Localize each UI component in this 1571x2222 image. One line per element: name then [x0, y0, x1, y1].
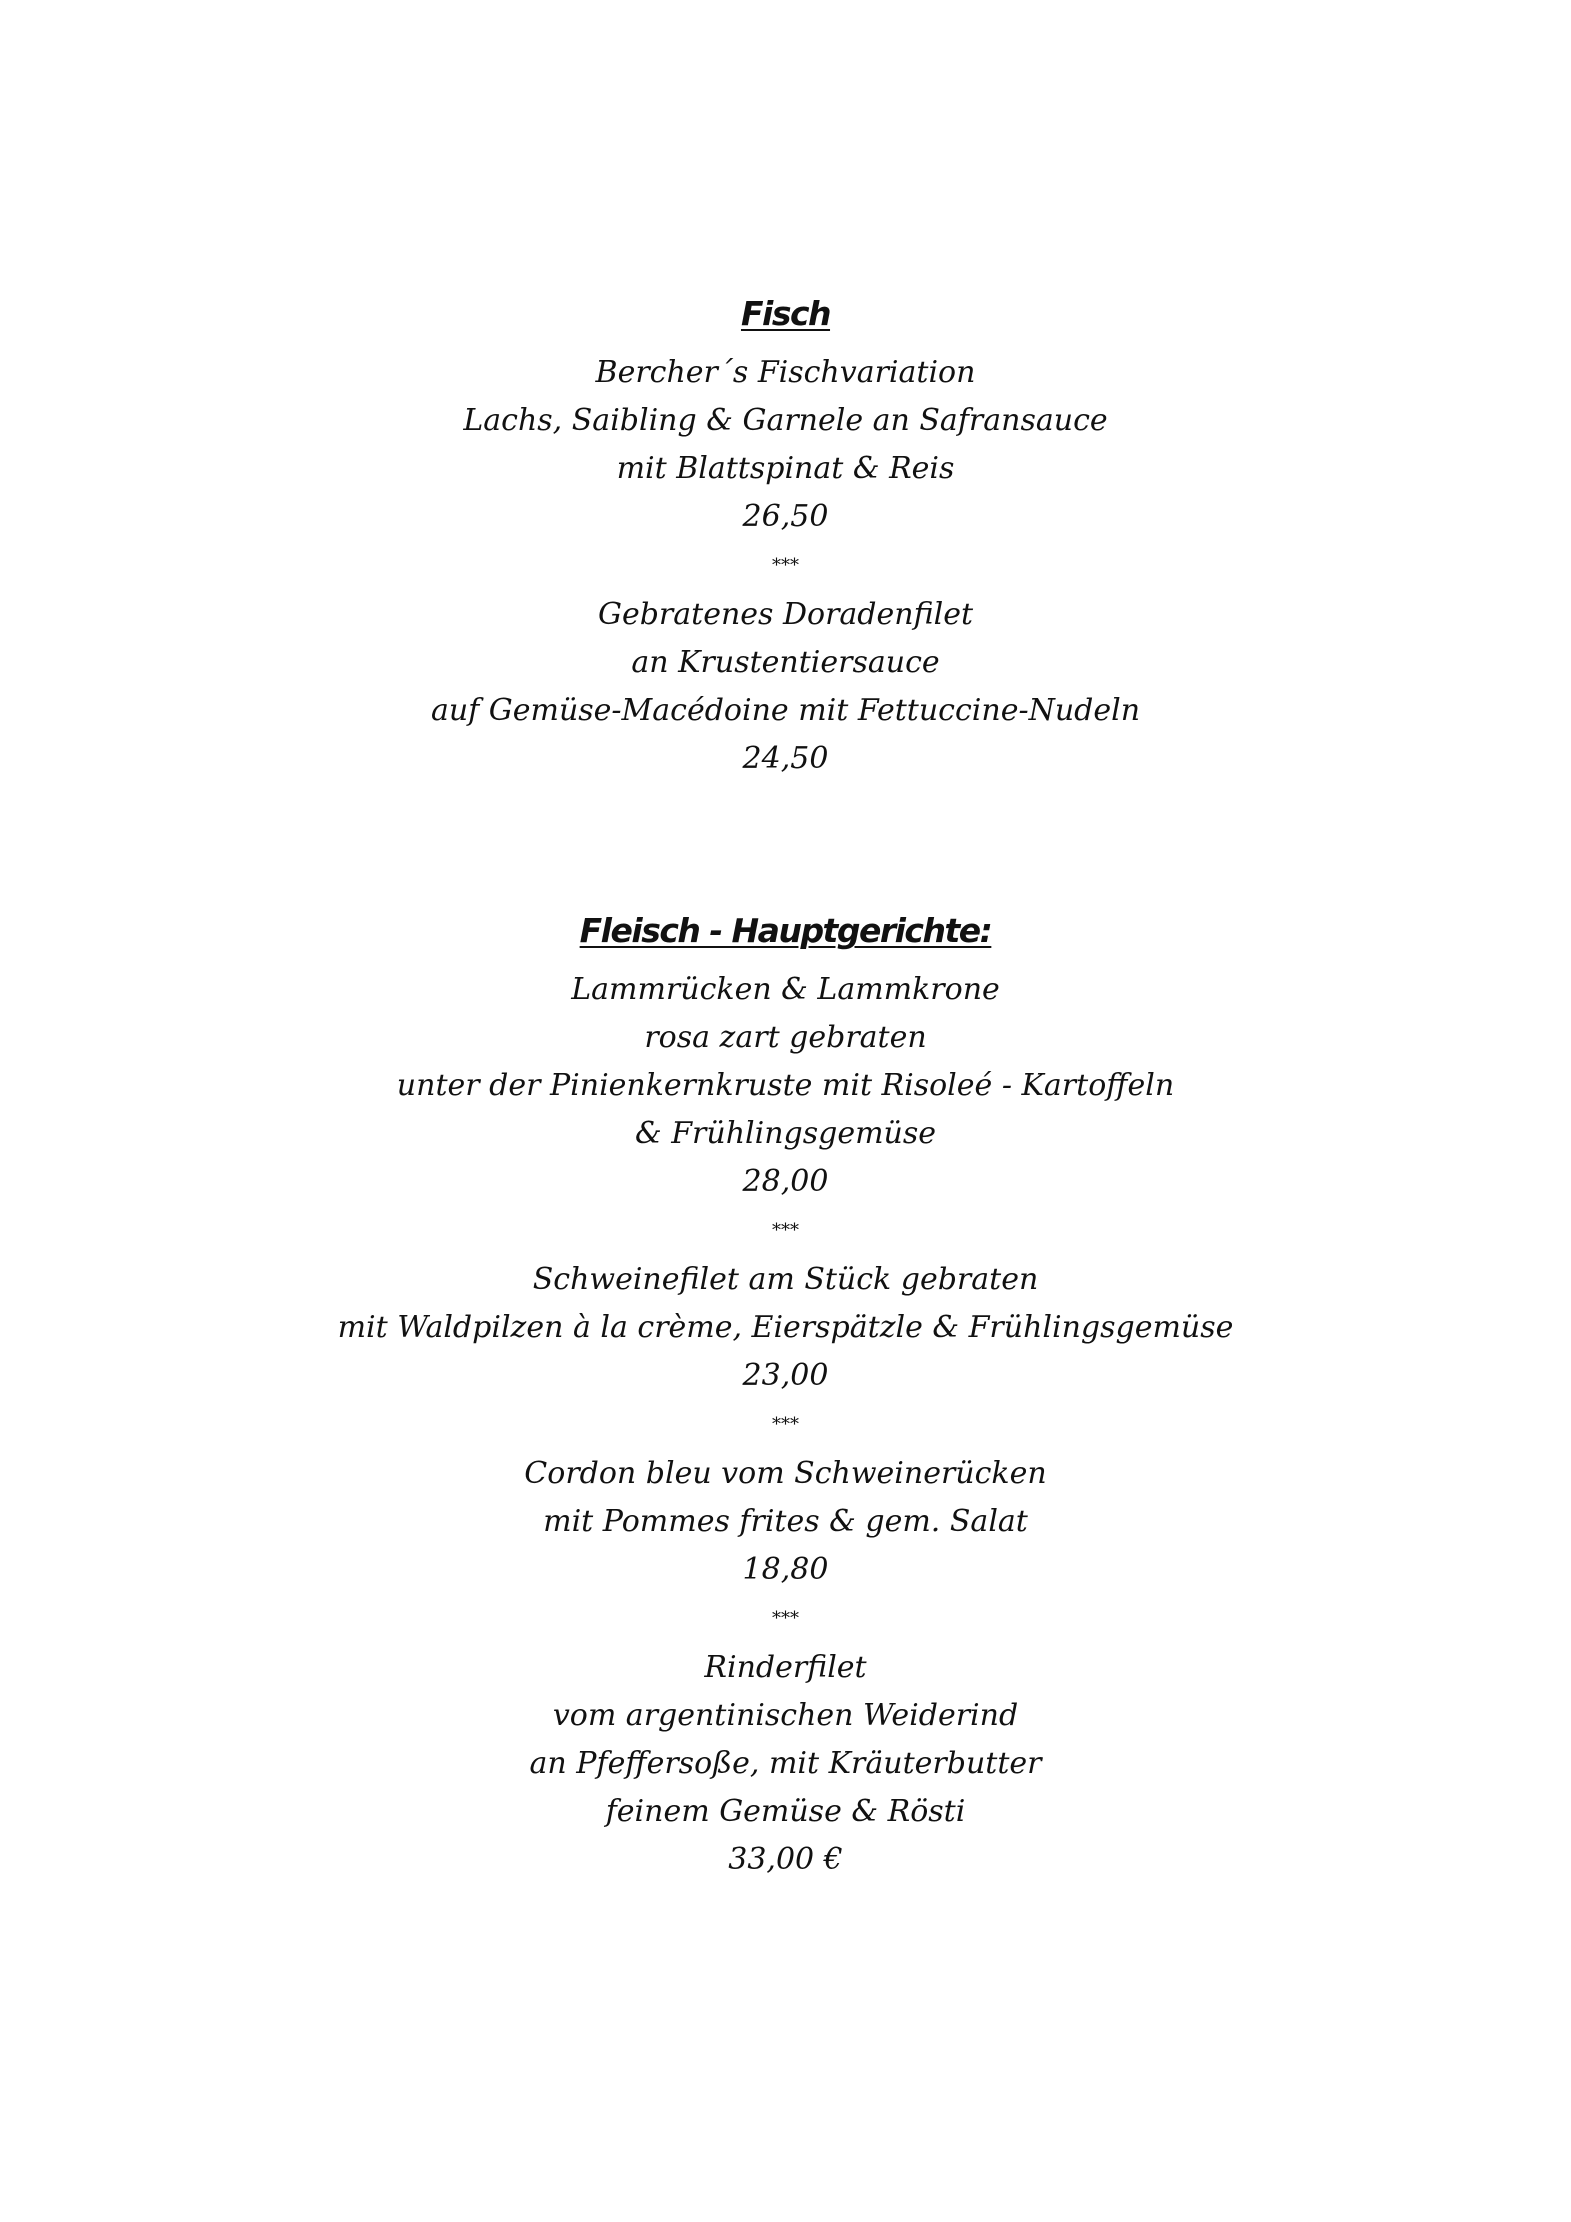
dish-description: an Pfeffersoße, mit Kräuterbutter: [529, 1746, 1042, 1781]
dish-description: auf Gemüse-Macédoine mit Fettuccine-Nudeln: [430, 693, 1141, 728]
dish-price: 18,80: [742, 1552, 829, 1587]
dish-description: vom argentinischen Weiderind: [552, 1698, 1019, 1733]
dish-name: Rinderfilet: [704, 1650, 867, 1685]
dish-name: Lammrücken & Lammkrone: [571, 972, 1000, 1007]
section-heading: Fisch: [740, 294, 831, 333]
dish-description: mit Blattspinat & Reis: [616, 451, 955, 486]
dish-description: feinem Gemüse & Rösti: [605, 1794, 966, 1829]
dish-description: & Frühlingsgemüse: [634, 1116, 937, 1151]
section-meat: [0, 902, 1571, 1884]
dish-name: Schweinefilet am Stück gebraten: [532, 1262, 1039, 1297]
dish-name: Cordon bleu vom Schweinerücken: [524, 1456, 1047, 1491]
dish-description: an Krustentiersauce: [631, 645, 940, 680]
separator: ***: [772, 1220, 799, 1241]
section-heading: Fleisch - Hauptgerichte:: [579, 911, 992, 950]
dish-cordon-bleu: [0, 1450, 1571, 1594]
dish-price: 28,00: [742, 1164, 829, 1199]
separator: ***: [772, 1414, 799, 1435]
dish-description: mit Waldpilzen à la crème, Eierspätzle & Frühlingsgemüse: [337, 1310, 1234, 1345]
dish-name: Bercher´s Fischvariation: [595, 355, 976, 390]
dish-price: 24,50: [742, 741, 829, 776]
section-fish: [0, 285, 1571, 783]
dish-price: 33,00 €: [728, 1842, 843, 1877]
dish-name: Gebratenes Doradenfilet: [598, 597, 973, 632]
dish-dorade: [0, 591, 1571, 783]
separator: ***: [772, 1608, 799, 1629]
separator: ***: [772, 555, 799, 576]
dish-pork-fillet: [0, 1256, 1571, 1400]
dish-description: unter der Pinienkernkruste mit Risoleé - Kartoffeln: [396, 1068, 1175, 1103]
dish-fish-variation: [0, 349, 1571, 541]
dish-description: mit Pommes frites & gem. Salat: [543, 1504, 1028, 1539]
dish-price: 26,50: [742, 499, 829, 534]
dish-price: 23,00: [742, 1358, 829, 1393]
dish-beef-fillet: [0, 1644, 1571, 1884]
dish-lamb: [0, 966, 1571, 1206]
dish-description: Lachs, Saibling & Garnele an Safransauce: [463, 403, 1108, 438]
dish-description: rosa zart gebraten: [644, 1020, 927, 1055]
